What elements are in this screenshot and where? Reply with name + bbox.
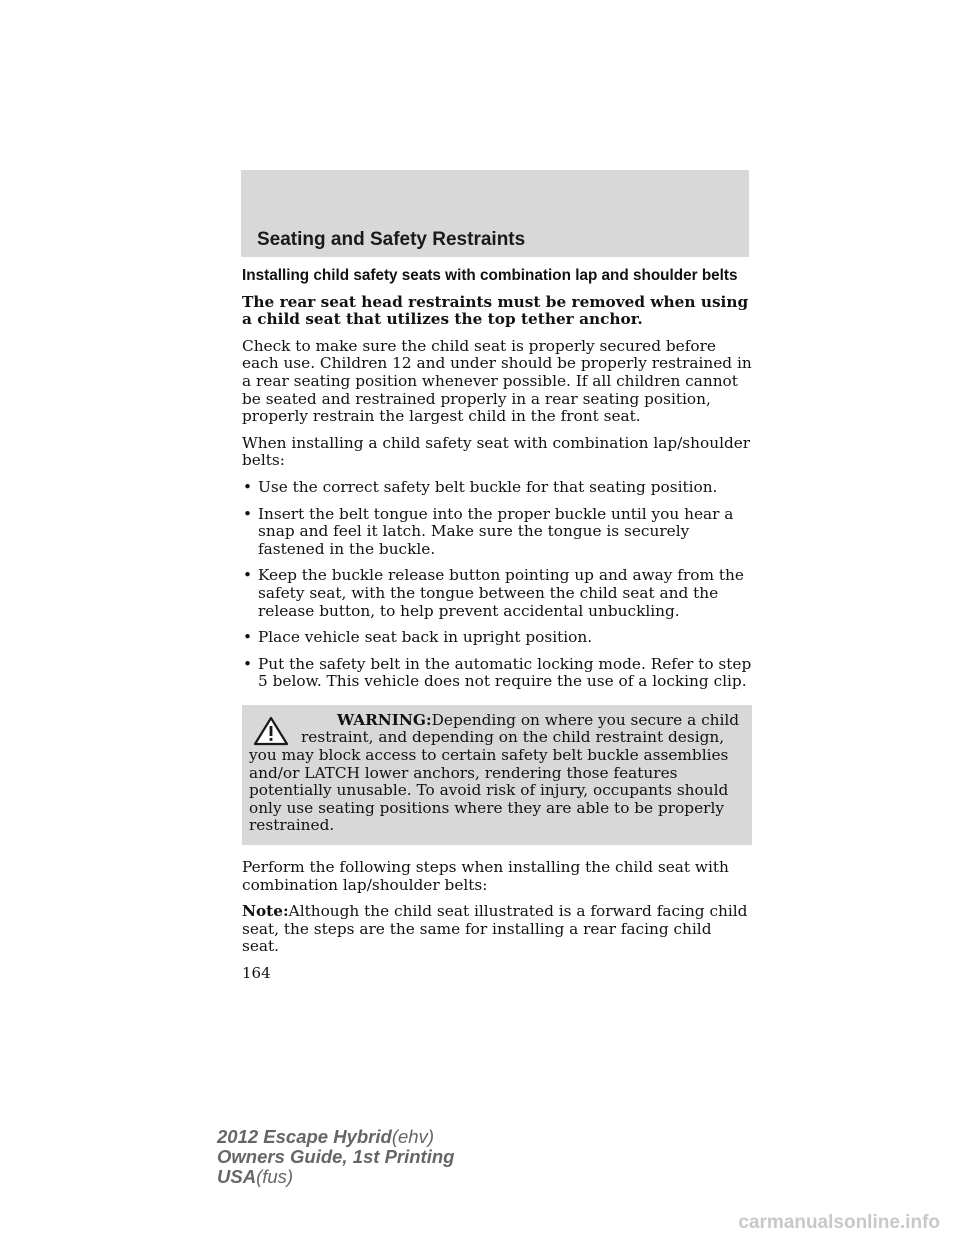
footer-line	[217, 1167, 454, 1187]
page-content	[242, 267, 752, 965]
bullet-icon: •	[243, 477, 253, 496]
list-item	[242, 506, 752, 559]
paragraph: Perform the following steps when installing the child seat with combination lap/shoulder belts:	[242, 858, 729, 894]
paragraph: Check to make sure the child seat is properly secured before each use. Children 12 and under should be properly restrained in a rear seating position whenever possible. If all children cannot be seated and restrained properly in a rear seating position, properly restrain the largest child in the front seat.	[242, 336, 752, 426]
list-item	[242, 629, 752, 647]
footer	[217, 1127, 454, 1187]
list-item-text: Place vehicle seat back in upright position.	[258, 628, 593, 647]
list-item-text: Put the safety belt in the automatic locking mode. Refer to step 5 below. This vehicle does not require the use of a locking clip.	[258, 654, 752, 691]
footer-market: USA	[217, 1166, 257, 1187]
list-item-text: Keep the buckle release button pointing up and away from the safety seat, with the tongue between the child seat and the release button, to help prevent accidental unbuckling.	[258, 566, 744, 620]
bullet-icon: •	[243, 654, 253, 673]
list-item-text: Insert the belt tongue into the proper buckle until you hear a snap and feel it latch. Make sure the tongue is securely fastened in the buckle.	[258, 504, 734, 558]
note	[242, 903, 752, 956]
list-item	[242, 479, 752, 497]
bullet-icon: •	[243, 628, 253, 647]
warning-body: Depending on where you secure a child restraint, and depending on the child restraint design, you may block access to certain safety belt buckle assemblies and/or LATCH lower anchors, rendering those features potentially unusable. To avoid risk of injury, occupants should only use seating positions where they are able to be properly restrained.	[249, 710, 740, 835]
section-title: Seating and Safety Restraints	[257, 229, 526, 250]
footer-printing: Owners Guide, 1st Printing	[217, 1146, 455, 1167]
footer-model: 2012 Escape Hybrid	[217, 1126, 392, 1147]
warning-box	[242, 705, 752, 845]
page-number: 164	[242, 964, 271, 982]
list-item-text: Use the correct safety belt buckle for that seating position.	[258, 477, 718, 496]
subheading: Installing child safety seats with combination lap and shoulder belts	[242, 267, 738, 284]
note-text: Although the child seat illustrated is a forward facing child seat, the steps are the same for installing a rear facing child seat.	[242, 902, 748, 956]
warning-label: WARNING:	[337, 710, 432, 729]
bold-notice: The rear seat head restraints must be removed when using a child seat that utilizes the top tether anchor.	[242, 292, 749, 329]
footer-market-code: (fus)	[256, 1166, 294, 1187]
footer-line	[217, 1127, 454, 1147]
warning-text	[249, 712, 745, 835]
watermark: carmanualsonline.info	[738, 1212, 940, 1233]
list-item	[242, 567, 752, 620]
footer-model-code: (ehv)	[391, 1126, 434, 1147]
bullet-list	[242, 479, 752, 691]
warning-triangle-icon	[253, 716, 289, 746]
list-item	[242, 656, 752, 691]
note-label: Note:	[242, 902, 289, 921]
paragraph: When installing a child safety seat with combination lap/shoulder belts:	[242, 433, 751, 470]
bullet-icon: •	[243, 566, 253, 585]
bullet-icon: •	[243, 504, 253, 523]
